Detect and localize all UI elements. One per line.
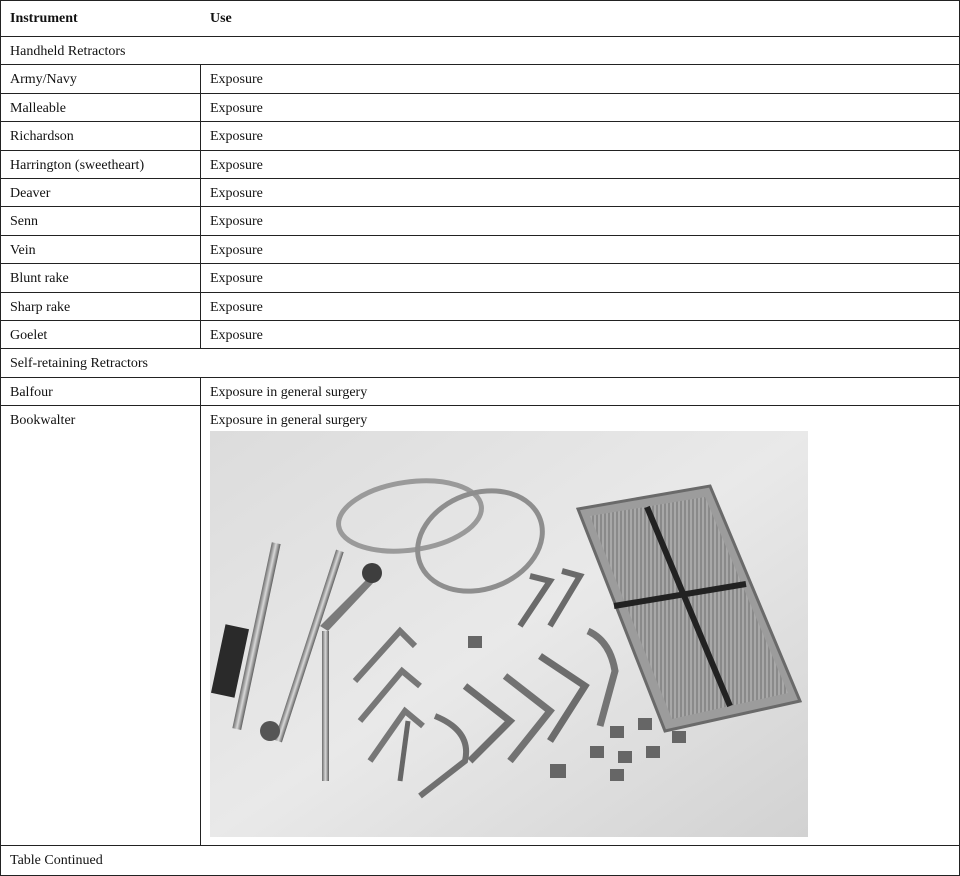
table-row: [1, 321, 959, 349]
table-row: [1, 94, 959, 122]
use-cell: Exposure: [210, 214, 263, 230]
table-row: [1, 406, 959, 846]
use-cell: Exposure: [210, 157, 263, 173]
instrument-cell: Bookwalter: [1, 406, 201, 845]
table-row: [1, 122, 959, 150]
table-row: [1, 65, 959, 93]
section-title: Handheld Retractors: [10, 44, 126, 59]
use-cell: Exposure: [210, 100, 263, 116]
instrument-cell: Vein: [1, 236, 201, 263]
header-use: Use: [210, 11, 232, 26]
table-row: [1, 378, 959, 406]
instrument-cell: Sharp rake: [1, 293, 201, 320]
table-row: [1, 264, 959, 292]
table-row: [1, 207, 959, 235]
section-row: [1, 37, 959, 65]
bookwalter-retractor-photo: [210, 431, 808, 837]
use-cell: Exposure: [210, 299, 263, 315]
instrument-cell: Blunt rake: [1, 264, 201, 291]
table-row: [1, 293, 959, 321]
table-row: [1, 151, 959, 179]
table-footer-row: [1, 846, 959, 875]
instrument-cell: Senn: [1, 207, 201, 234]
section-title: Self-retaining Retractors: [10, 356, 149, 372]
instrument-cell: Goelet: [1, 321, 201, 348]
use-cell: Exposure: [210, 242, 263, 258]
header-instrument: Instrument: [10, 11, 78, 26]
instrument-cell: Army/Navy: [1, 65, 201, 92]
use-cell: Exposure: [210, 129, 263, 145]
instrument-cell: Richardson: [1, 122, 201, 149]
use-cell: Exposure in general surgery: [210, 384, 368, 400]
use-cell: Exposure: [210, 327, 263, 343]
table-header-row: [1, 1, 959, 37]
instrument-cell: Balfour: [1, 378, 201, 405]
section-row: [1, 349, 959, 377]
use-cell: Exposure: [210, 185, 263, 201]
use-cell: Exposure: [210, 72, 263, 88]
use-cell: [201, 406, 959, 845]
table-row: [1, 236, 959, 264]
table-row: [1, 179, 959, 207]
table-continued-note: Table Continued: [10, 853, 103, 869]
use-cell: Exposure: [210, 271, 263, 287]
instrument-cell: Deaver: [1, 179, 201, 206]
use-text: Exposure in general surgery: [210, 413, 368, 429]
instrument-cell: Malleable: [1, 94, 201, 121]
instrument-cell: Harrington (sweetheart): [1, 151, 201, 178]
